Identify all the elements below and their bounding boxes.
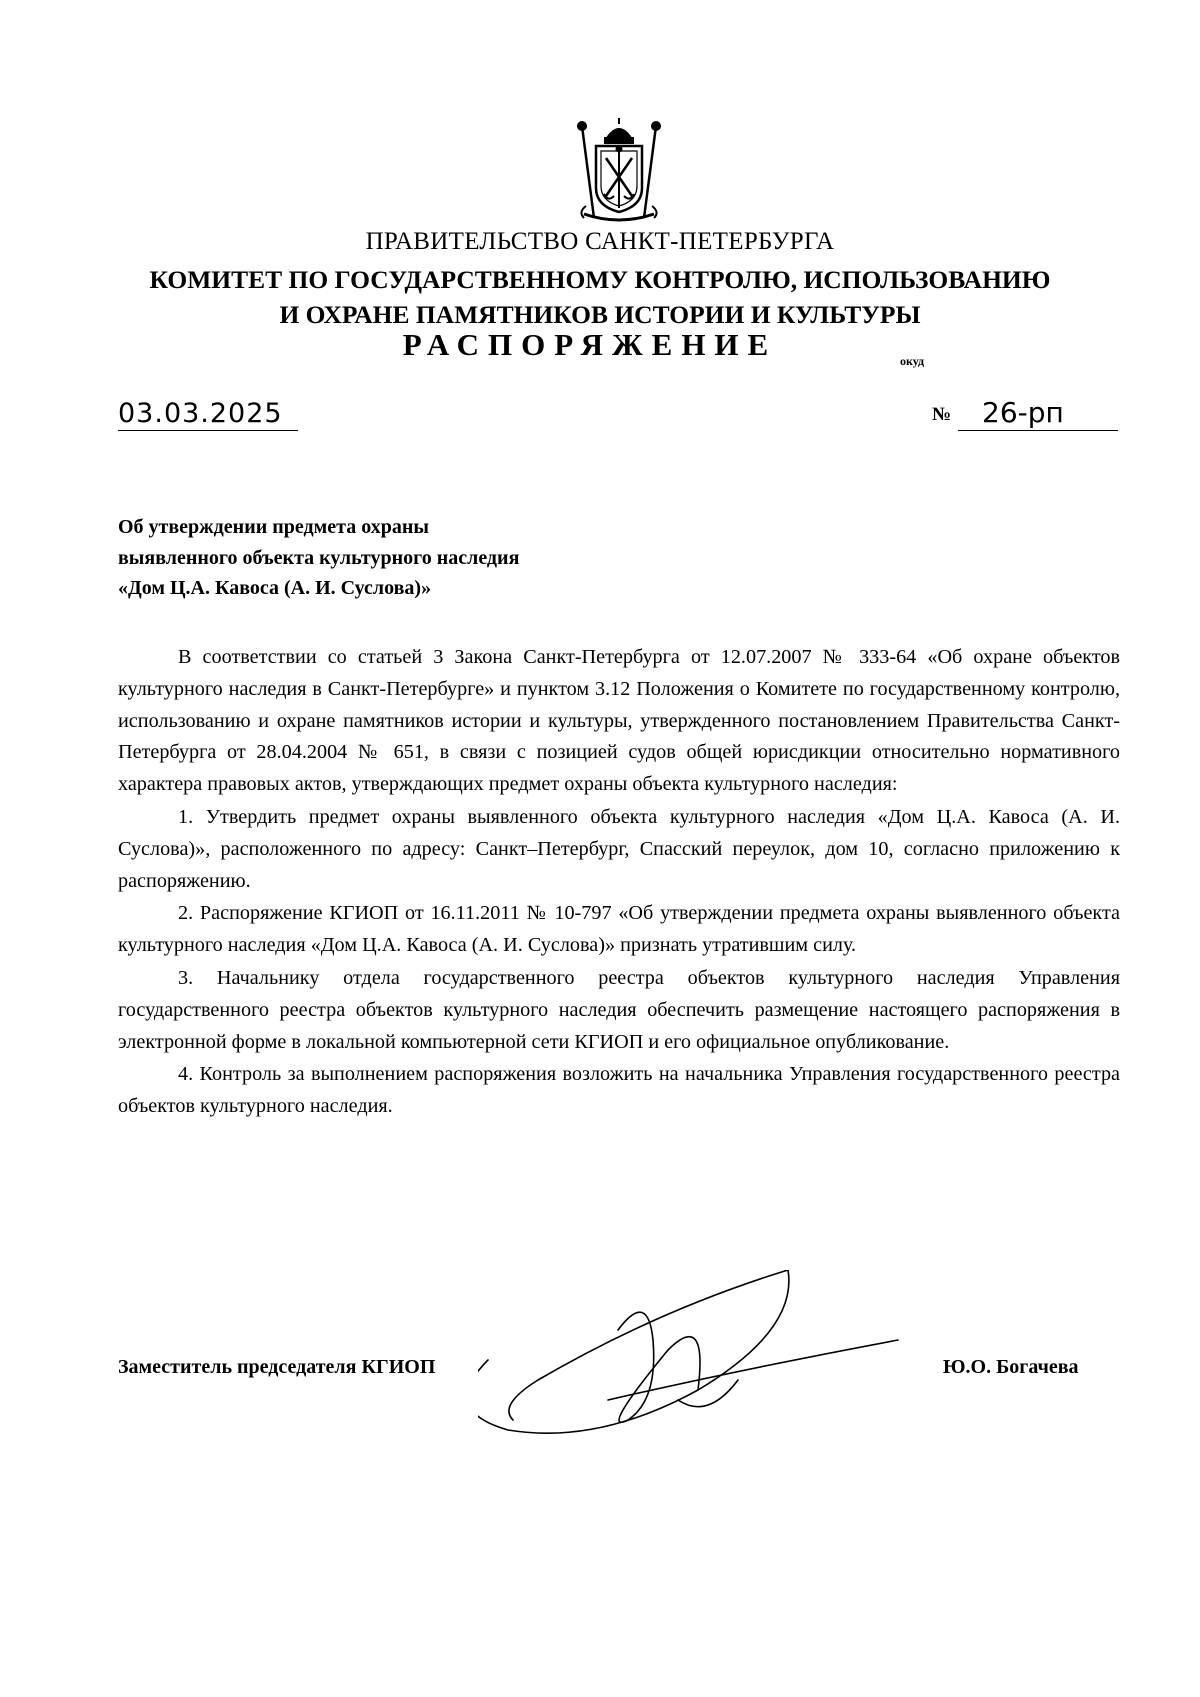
item-paragraph-1: 1. Утвердить предмет охраны выявленного объекта культурного наследия «Дом Ц.А. Кавоса (А. И. Суслова)», расположенного по адресу: Санкт–Петербург, Спасский переулок, дом 10, согласно приложению к распоряжению.	[118, 805, 1120, 892]
preamble-paragraph: В соответствии со статьей 3 Закона Санкт-Петербурга от 12.07.2007 № 333-64 «Об охране объектов культурного наследия в Санкт-Петербурге» и пунктом 3.12 Положения о Комитете по государственному контролю, использованию и охране памятников истории и культуры, утвержденного постановлением Правительства Санкт-Петербурга от 28.04.2004 № 651, в связи с позицией судов общей юрисдикции относительно нормативного характера правовых актов, утверждающих предмет охраны объекта культурного наследия:	[118, 646, 1120, 796]
coat-of-arms-icon	[574, 118, 664, 224]
item-paragraph-4: 4. Контроль за выполнением распоряжения возложить на начальника Управления государственного реестра объектов культурного наследия.	[118, 1063, 1120, 1118]
document-type: РАСПОРЯЖЕНИЕ	[402, 327, 778, 362]
okud-label: окуд	[900, 354, 925, 368]
subject-line: «Дом Ц.А. Кавоса (А. И. Суслова)»	[118, 577, 432, 599]
subject-line: выявленного объекта культурного наследия	[118, 546, 520, 569]
signatory-name: Ю.О. Богачева	[943, 1356, 1079, 1378]
committee-title	[0, 262, 1200, 332]
government-title: ПРАВИТЕЛЬСТВО САНКТ-ПЕТЕРБУРГА	[365, 228, 835, 255]
item-paragraph-3: 3. Начальнику отдела государственного реестра объектов культурного наследия Управления государственного реестра объектов культурного наследия обеспечить размещение настоящего распоряжения в электронной форме в локальной компьютерной сети КГИОП и его официальное опубликование.	[118, 966, 1120, 1053]
committee-title-line2: И ОХРАНЕ ПАМЯТНИКОВ ИСТОРИИ И КУЛЬТУРЫ	[279, 300, 921, 329]
document-body	[118, 642, 1120, 1124]
document-date: 03.03.2025	[118, 398, 298, 431]
signatory-position: Заместитель председателя КГИОП	[118, 1356, 436, 1378]
subject-line: Об утверждении предмета охраны	[118, 516, 429, 538]
document-number: 26-рп	[982, 396, 1064, 429]
number-label: №	[932, 404, 952, 425]
committee-title-line1: КОМИТЕТ ПО ГОСУДАРСТВЕННОМУ КОНТРОЛЮ, ИСПОЛЬЗОВАНИЮ	[149, 265, 1051, 294]
document-subject	[118, 512, 738, 604]
item-paragraph-2: 2. Распоряжение КГИОП от 16.11.2011 № 10-797 «Об утверждении предмета охраны выявленного объекта культурного наследия «Дом Ц.А. Кавоса (А. И. Суслова)» признать утратившим силу.	[118, 902, 1120, 957]
handwritten-signature	[478, 1270, 918, 1470]
